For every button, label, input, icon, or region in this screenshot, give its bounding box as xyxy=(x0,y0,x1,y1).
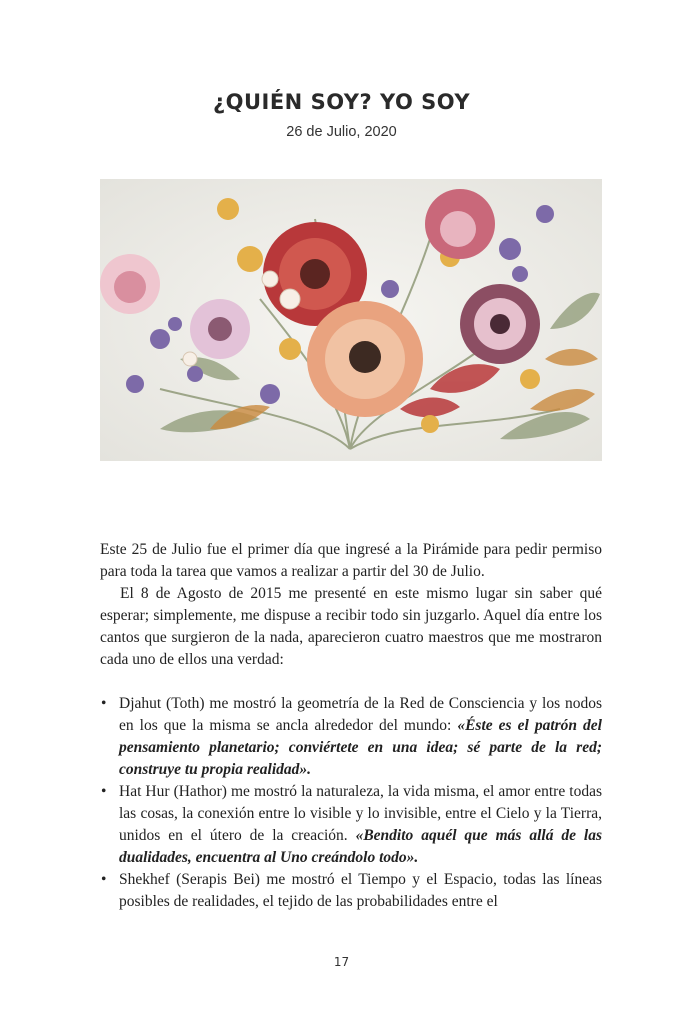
list-item xyxy=(100,693,602,781)
list-item-text: Hat Hur (Hathor) me mostró la naturaleza, la vida misma, el amor entre todas las cosas, la conexión entre lo visible y lo invisible, entre el Cielo y la Tierra, unidos en el útero de la creación. xyxy=(119,783,602,844)
paragraph: Este 25 de Julio fue el primer día que ingresé a la Pirámide para pedir permiso para toda la tarea que vamos a realizar a partir del 30 de Julio. xyxy=(100,541,602,580)
list-item xyxy=(100,869,602,913)
list-item xyxy=(100,781,602,869)
bullet-list xyxy=(100,693,602,913)
bullet-icon: • xyxy=(101,695,107,712)
list-item-quote: «Éste es el patrón del pensamiento planetario; conviértete en una idea; sé parte de la red; construye tu propia realidad». xyxy=(119,717,602,778)
body-text xyxy=(100,539,602,913)
list-item-quote: «Bendito aquél que más allá de las dualidades, encuentra al Uno creándolo todo». xyxy=(119,827,602,866)
list-item-text: Shekhef (Serapis Bei) me mostró el Tiempo y el Espacio, todas las líneas posibles de realidades, el tejido de las probabilidades entre el xyxy=(119,871,602,910)
paragraph: El 8 de Agosto de 2015 me presenté en este mismo lugar sin saber qué esperar; simplemente, me dispuse a recibir todo sin juzgarlo. Aquel día entre los cantos que surgieron de la nada, aparecieron cuatro maestros que me mostraron cada uno de ellos una verdad: xyxy=(100,585,602,668)
chapter-title: ¿QUIÉN SOY? YO SOY xyxy=(212,90,471,114)
flower-bouquet-illustration xyxy=(100,179,602,461)
bullet-icon: • xyxy=(101,783,107,800)
page-number: 17 xyxy=(333,955,350,969)
chapter-date: 26 de Julio, 2020 xyxy=(286,124,397,140)
bullet-icon: • xyxy=(101,871,107,888)
list-item-text: Djahut (Toth) me mostró la geometría de la Red de Consciencia y los nodos en los que la misma se ancla alrededor del mundo: xyxy=(119,695,602,734)
